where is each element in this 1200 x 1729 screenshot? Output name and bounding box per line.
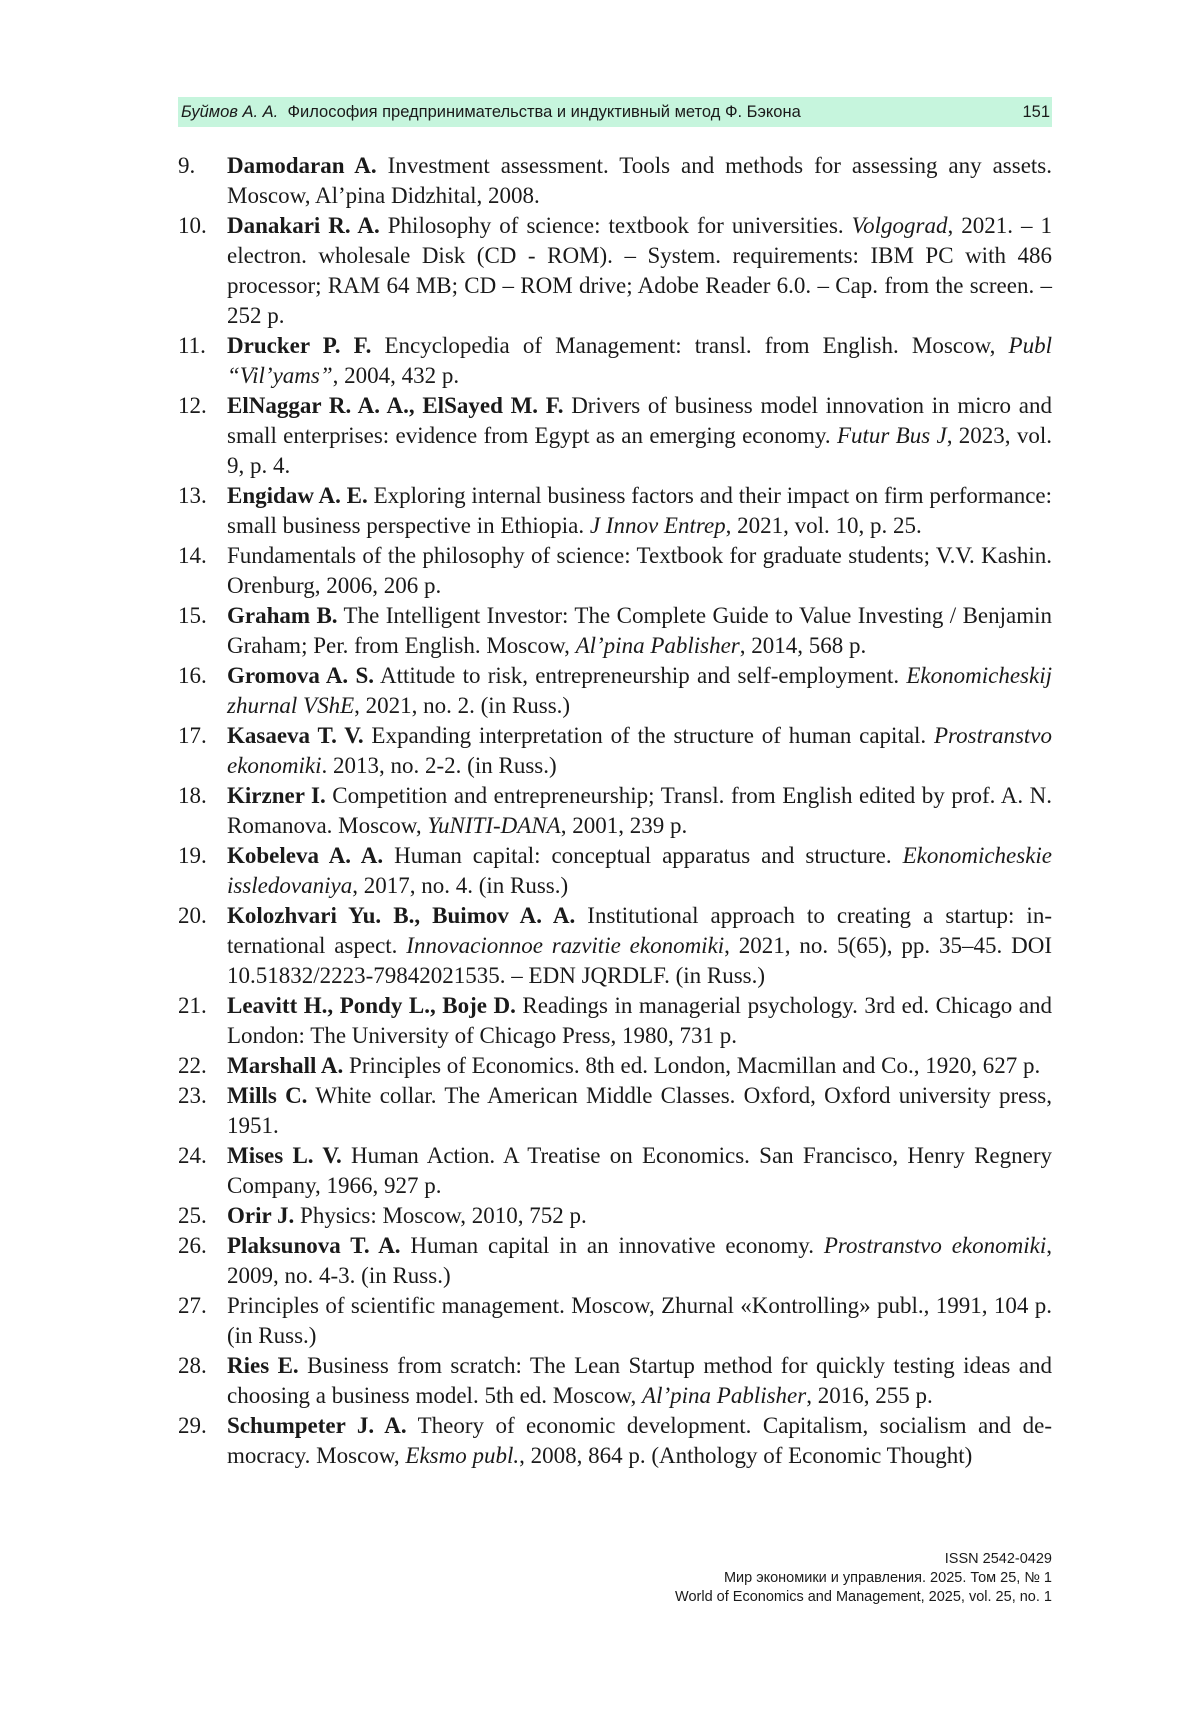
- reference-authors: Kirzner I.: [227, 783, 326, 808]
- reference-segment: Drivers of business model innovation in micro and small enterprises: evidence from Egypt as an emerging economy.: [227, 393, 1052, 448]
- reference-item: [178, 1141, 1052, 1201]
- reference-authors: Gromova A. S.: [227, 663, 374, 688]
- reference-segment: , 2001, 239 p.: [560, 813, 688, 838]
- reference-segment: , 2016, 255 p.: [806, 1383, 933, 1408]
- reference-text: [227, 1413, 1052, 1468]
- reference-text: [227, 1233, 1052, 1288]
- reference-item: [178, 841, 1052, 901]
- reference-text: [227, 993, 1052, 1048]
- reference-text: [227, 903, 1052, 988]
- reference-number: 18.: [178, 783, 207, 808]
- reference-text: [227, 213, 1052, 328]
- reference-segment: , 2017, no. 4. (in Russ.): [352, 873, 569, 898]
- reference-source: Ekonomicheskij zhurnal VShE: [227, 663, 1052, 718]
- reference-item: [178, 541, 1052, 601]
- reference-list: [178, 151, 1052, 1471]
- reference-authors: Mills C.: [227, 1083, 308, 1108]
- header-author: Буймов А. А.: [181, 103, 279, 121]
- reference-item: [178, 991, 1052, 1051]
- reference-segment: , 2021. – 1 electron. wholesale Disk (CD - ROM). – System. requirements: IBM PC with 486 processor; RAM 64 MB; CD – ROM drive; Adobe Reader 6.0. – Cap. from the screen. – 252 p.: [227, 213, 1053, 328]
- reference-authors: Kolozhvari Yu. B., Buimov A. A.: [227, 903, 576, 928]
- reference-segment: , 2014, 568 p.: [739, 633, 867, 658]
- reference-authors: Graham B.: [227, 603, 338, 628]
- reference-authors: Kobeleva A. A.: [227, 843, 384, 868]
- reference-authors: Mises L. V.: [227, 1143, 342, 1168]
- reference-number: 20.: [178, 903, 207, 928]
- running-header: [178, 97, 1052, 127]
- reference-segment: Exploring internal business factors and their impact on firm performance: small business perspective in Ethiopia.: [227, 483, 1052, 538]
- reference-number: 13.: [178, 483, 207, 508]
- reference-segment: White collar. The American Middle Classes. Oxford, Oxford university press, 1951.: [227, 1083, 1052, 1138]
- reference-text: [227, 543, 1052, 598]
- reference-text: [227, 1143, 1052, 1198]
- reference-text: [227, 603, 1052, 658]
- reference-authors: Leavitt H., Pondy L., Boje D.: [227, 993, 516, 1018]
- reference-segment: Readings in managerial psychology. 3rd ed. Chicago and London: The University of Chicago Press, 1980, 731 p.: [227, 993, 1052, 1048]
- reference-item: [178, 781, 1052, 841]
- reference-segment: Fundamentals of the philosophy of science: Textbook for graduate students; V.V. Kashin. Orenburg, 2006, 206 p.: [227, 543, 1052, 598]
- page-number: 151: [1022, 103, 1050, 121]
- reference-segment: , 2021, no. 5(65), pp. 35–45. DOI 10.51832/2223-79842021535. – EDN JQRDLF. (in Russ.): [227, 933, 1052, 988]
- reference-number: 22.: [178, 1053, 207, 1078]
- reference-segment: Human Action. A Treatise on Economics. San Francisco, Henry Regnery Company, 1966, 927 p.: [227, 1143, 1052, 1198]
- reference-item: [178, 901, 1052, 991]
- reference-number: 21.: [178, 993, 207, 1018]
- reference-authors: Danakari R. A.: [227, 213, 380, 238]
- reference-segment: Physics: Moscow, 2010, 752 p.: [294, 1203, 587, 1228]
- reference-source: Al’pina Pablisher: [575, 633, 740, 658]
- reference-text: [227, 1083, 1052, 1138]
- reference-item: [178, 331, 1052, 391]
- reference-authors: Engidaw A. E.: [227, 483, 368, 508]
- reference-source: Al’pina Pablisher: [642, 1383, 807, 1408]
- reference-item: [178, 151, 1052, 211]
- reference-item: [178, 211, 1052, 331]
- reference-item: [178, 721, 1052, 781]
- reference-number: 24.: [178, 1143, 207, 1168]
- journal-footer: [675, 1550, 1052, 1607]
- reference-text: [227, 663, 1052, 718]
- reference-number: 12.: [178, 393, 207, 418]
- reference-item: [178, 1411, 1052, 1471]
- header-title: Философия предпринимательства и индуктивный метод Ф. Бэкона: [287, 103, 801, 121]
- reference-text: [227, 153, 1052, 208]
- reference-segment: , 2023, vol. 9, p. 4.: [227, 423, 1052, 478]
- reference-text: [227, 783, 1052, 838]
- reference-item: [178, 1201, 1052, 1231]
- reference-source: Prostranstvo ekonomiki: [227, 723, 1052, 778]
- reference-segment: Competition and entrepreneurship; Transl. from English edited by prof. A. N. Romanova. Moscow,: [227, 783, 1052, 838]
- reference-source: Innovacionnoe razvitie ekonomiki: [406, 933, 725, 958]
- reference-segment: , 2021, vol. 10, p. 25.: [725, 513, 922, 538]
- reference-segment: , 2021, no. 2. (in Russ.): [354, 693, 571, 718]
- reference-item: [178, 1351, 1052, 1411]
- reference-segment: , 2009, no. 4-3. (in Russ.): [227, 1233, 1052, 1288]
- reference-item: [178, 1231, 1052, 1291]
- reference-source: Publ “Vil’yams”: [227, 333, 1052, 388]
- reference-segment: Principles of scientific management. Moscow, Zhurnal «Kontrolling» publ., 1991, 104 p. (in Russ.): [227, 1293, 1052, 1348]
- reference-text: [227, 1203, 587, 1228]
- reference-text: [227, 723, 1052, 778]
- reference-source: Prostranstvo ekonomiki: [823, 1233, 1047, 1258]
- reference-authors: Orir J.: [227, 1203, 295, 1228]
- reference-authors: Kasaeva T. V.: [227, 723, 364, 748]
- reference-item: [178, 601, 1052, 661]
- reference-number: 9.: [178, 153, 196, 178]
- reference-authors: Marshall A.: [227, 1053, 344, 1078]
- reference-segment: Principles of Economics. 8th ed. London, Macmillan and Co., 1920, 627 p.: [343, 1053, 1041, 1078]
- reference-text: [227, 843, 1052, 898]
- reference-number: 14.: [178, 543, 207, 568]
- reference-number: 29.: [178, 1413, 207, 1438]
- reference-item: [178, 1081, 1052, 1141]
- reference-text: [227, 333, 1052, 388]
- reference-text: [227, 1053, 1040, 1078]
- reference-segment: Human capital: conceptual apparatus and structure.: [383, 843, 903, 868]
- reference-segment: The Intelligent Investor: The Complete Guide to Value Investing / Benjamin Graham; Per. from English. Moscow,: [227, 603, 1052, 658]
- reference-text: [227, 1293, 1052, 1348]
- reference-authors: Ries E.: [227, 1353, 299, 1378]
- reference-segment: Philosophy of science: textbook for universities.: [379, 213, 852, 238]
- reference-segment: Theory of economic development. Capitalism, socialism and democracy. Moscow,: [227, 1413, 1052, 1468]
- reference-segment: . 2013, no. 2-2. (in Russ.): [321, 753, 557, 778]
- reference-authors: Damodaran A.: [227, 153, 377, 178]
- reference-number: 11.: [178, 333, 206, 358]
- journal-title-en: World of Economics and Management, 2025, vol. 25, no. 1: [675, 1589, 1052, 1605]
- reference-item: [178, 661, 1052, 721]
- reference-item: [178, 1051, 1052, 1081]
- header-citation: [181, 97, 801, 127]
- reference-segment: Business from scratch: The Lean Startup method for quickly testing ideas and choosing a business model. 5th ed. Moscow,: [227, 1353, 1053, 1408]
- reference-source: YuNITI-DANA: [427, 813, 561, 838]
- reference-item: [178, 391, 1052, 481]
- reference-source: Eksmo publ.: [405, 1443, 520, 1468]
- reference-source: Volgograd: [851, 213, 948, 238]
- reference-text: [227, 483, 1052, 538]
- reference-segment: Encyclopedia of Management: transl. from English. Moscow,: [371, 333, 1009, 358]
- reference-segment: Institutional approach to creating a startup: international aspect.: [227, 903, 1052, 958]
- reference-authors: Drucker P. F.: [227, 333, 372, 358]
- journal-title-ru: Мир экономики и управления. 2025. Том 25, № 1: [723, 1570, 1052, 1586]
- reference-number: 16.: [178, 663, 207, 688]
- reference-segment: Human capital in an innovative economy.: [400, 1233, 824, 1258]
- reference-text: [227, 1353, 1052, 1408]
- reference-source: Futur Bus J: [836, 423, 947, 448]
- reference-number: 23.: [178, 1083, 207, 1108]
- reference-source: Ekonomicheskie issledovaniya: [227, 843, 1053, 898]
- reference-segment: , 2008, 864 p. (Anthology of Economic Thought): [519, 1443, 973, 1468]
- reference-number: 19.: [178, 843, 207, 868]
- reference-authors: ElNaggar R. A. A., ElSayed M. F.: [227, 393, 564, 418]
- reference-number: 15.: [178, 603, 207, 628]
- reference-authors: Schumpeter J. A.: [227, 1413, 407, 1438]
- reference-source: J Innov Entrep: [589, 513, 726, 538]
- reference-number: 25.: [178, 1203, 207, 1228]
- reference-number: 10.: [178, 213, 207, 238]
- reference-item: [178, 1291, 1052, 1351]
- reference-number: 17.: [178, 723, 207, 748]
- reference-segment: Attitude to risk, entrepreneurship and self-employment.: [373, 663, 907, 688]
- reference-number: 27.: [178, 1293, 207, 1318]
- reference-text: [227, 393, 1052, 478]
- reference-number: 26.: [178, 1233, 207, 1258]
- reference-segment: Investment assessment. Tools and methods for assessing any assets. Moscow, Al’pina Didzhital, 2008.: [227, 153, 1053, 208]
- issn: ISSN 2542-0429: [944, 1551, 1052, 1567]
- reference-authors: Plaksunova T. A.: [227, 1233, 401, 1258]
- reference-number: 28.: [178, 1353, 207, 1378]
- reference-item: [178, 481, 1052, 541]
- reference-segment: , 2004, 432 p.: [332, 363, 460, 388]
- reference-segment: Expanding interpretation of the structure of human capital.: [363, 723, 934, 748]
